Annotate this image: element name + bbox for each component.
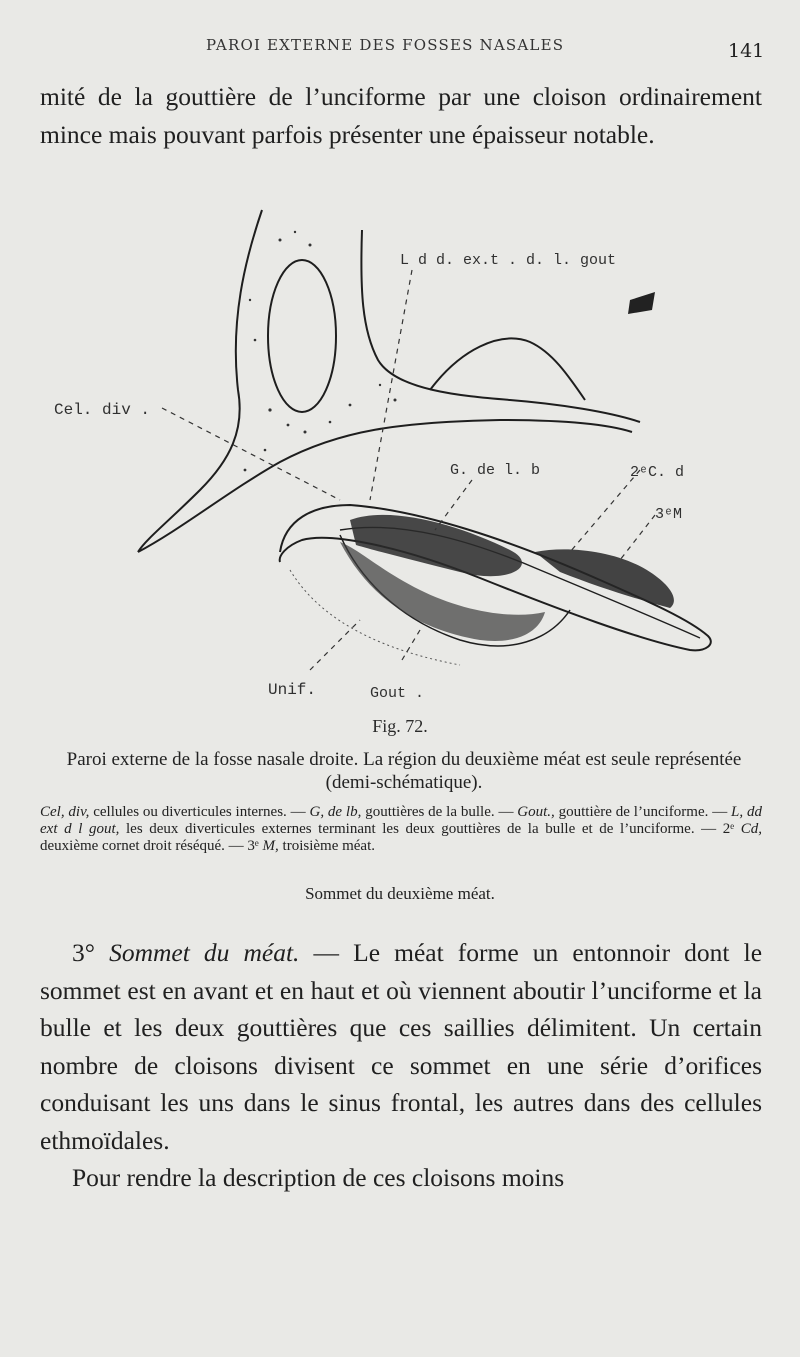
left-wall-line [138,210,262,552]
label-2c: 2ᵉC. d [630,464,685,481]
page-number: 141 [728,40,765,62]
leader-gout [402,630,420,660]
leader-cel-div [162,408,340,500]
label-3m: 3ᵉM [655,506,683,523]
label-ldd-ext: L d d. ex.t . d. l. gout [400,252,617,269]
legend-abbr: Cel, div, [40,804,90,820]
leader-g-de-lb [435,480,472,530]
legend-text: les deux diverticules externes terminant les deux gouttières de la bulle et de l’unciforme. — 2ᵉ [119,821,741,837]
leader-ldd-ext [370,270,412,500]
subheading: Sommet du deuxième méat. [305,884,495,903]
bulla-bulge [430,339,585,400]
legend-text: gouttière de l’unciforme. — [554,804,732,820]
figure-72 [40,200,780,710]
legend-text: deuxième cornet droit réséqué. — 3ᵉ [40,838,263,854]
shaded-third-meatus [535,549,674,608]
legend-abbr: L, dd ext d l gout, [40,804,762,837]
legend-abbr: Cd, [740,821,762,837]
ink-mark [628,292,655,314]
legend-abbr: Gout., [517,804,555,820]
figure-number: Fig. 72. [372,716,428,736]
label-gout: Gout . [370,685,425,702]
anatomical-drawing [40,200,780,710]
label-g-de-lb: G. de l. b [450,462,541,479]
section-dash: — [299,938,354,967]
legend-abbr: G, de lb, [309,804,362,820]
section-text: Le méat forme un entonnoir dont le sommet est en avant et en haut et où viennent aboutir l’unciforme et la bulle et les deux gouttières que ces saillies délimitent. Un certain nombre de cloisons divisent ce sommet en une série d’orifices conduisant les uns dans le sinus frontal, les autres dans des cellules ethmoïdales. [40,938,763,1155]
leader-unif [310,620,360,670]
running-head: PAROI EXTERNE DES FOSSES NASALES [206,36,565,54]
section-title: Sommet du méat. [109,938,300,967]
figure-caption: Paroi externe de la fosse nasale droite. La région du deuxième méat est seule représentée (demi-schématique). [66,749,742,793]
leader-2c [570,470,640,552]
legend-abbr: M, [262,838,279,854]
section-number: 3° [72,938,95,967]
cell-ellipse [268,260,336,412]
intro-paragraph [40,78,762,153]
section-body [40,934,762,1197]
legend-text: troisième méat. [278,838,375,854]
section-paragraph [40,934,762,1159]
intro-text: mité de la gouttière de l’unciforme par une cloison ordinairement mince mais pouvant parfois présenter une épaisseur notable. [40,82,762,149]
last-line: Pour rendre la description de ces cloisons moins [72,1163,565,1192]
figure-legend [40,804,762,855]
label-unif: Unif. [268,681,317,699]
legend-text: cellules ou diverticules internes. — [89,804,310,820]
leader-3m [620,515,655,560]
legend-text: gouttières de la bulle. — [361,804,518,820]
label-cel-div: Cel. div . [54,401,151,419]
